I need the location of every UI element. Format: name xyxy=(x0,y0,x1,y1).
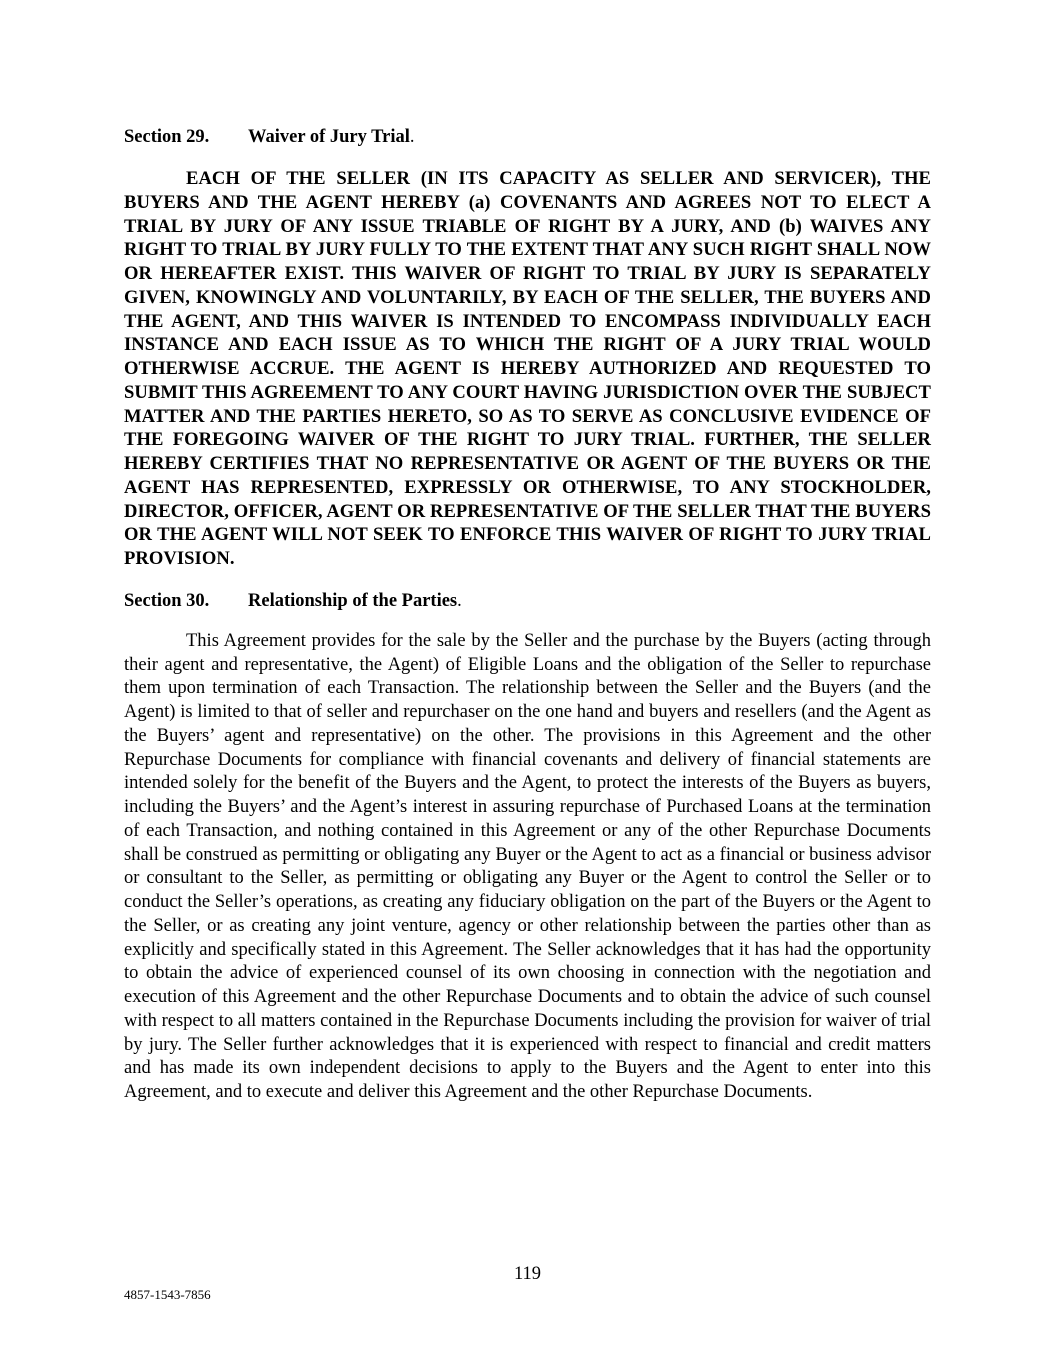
section-29-title-period: . xyxy=(409,127,415,147)
section-30-number: Section 30. xyxy=(124,590,210,611)
section-29-body: EACH OF THE SELLER (IN ITS CAPACITY AS SELLER AND SERVICER), THE BUYERS AND THE AGENT HEREBY (a) COVENANTS AND AGREES NOT TO ELECT A TRIAL BY JURY OF ANY ISSUE TRIABLE OF RIGHT BY A JURY, AND (b) WAIVES ANY RIGHT TO TRIAL BY JURY FULLY TO THE EXTENT THAT ANY SUCH RIGHT SHALL NOW OR HEREAFTER EXIST. THIS WAIVER OF RIGHT TO TRIAL BY JURY IS SEPARATELY GIVEN, KNOWINGLY AND VOLUNTARILY, BY EACH OF THE SELLER, THE BUYERS AND THE AGENT, AND THIS WAIVER IS INTENDED TO ENCOMPASS INDIVIDUALLY EACH INSTANCE AND EACH ISSUE AS TO WHICH THE RIGHT OF A JURY TRIAL WOULD OTHERWISE ACCRUE. THE AGENT IS HEREBY AUTHORIZED AND REQUESTED TO SUBMIT THIS AGREEMENT TO ANY COURT HAVING JURISDICTION OVER THE SUBJECT MATTER AND THE PARTIES HERETO, SO AS TO SERVE AS CONCLUSIVE EVIDENCE OF THE FOREGOING WAIVER OF THE RIGHT TO JURY TRIAL. FURTHER, THE SELLER HEREBY CERTIFIES THAT NO REPRESENTATIVE OR AGENT OF THE BUYERS OR THE AGENT HAS REPRESENTED, EXPRESSLY OR OTHERWISE, TO ANY STOCKHOLDER, DIRECTOR, OFFICER, AGENT OR REPRESENTATIVE OF THE SELLER THAT THE BUYERS OR THE AGENT WILL NOT SEEK TO ENFORCE THIS WAIVER OF RIGHT TO JURY TRIAL PROVISION. xyxy=(124,168,931,569)
section-30-body: This Agreement provides for the sale by the Seller and the purchase by the Buyers (acting through their agent and representative, the Agent) of Eligible Loans and the obligation of the Seller to repurchase them upon termination of each Transaction. The relationship between the Seller and the Buyers (and the Agent) is limited to that of seller and repurchaser on the one hand and buyers and resellers (and the Agent as the Buyers’ agent and representative) on the other. The provisions in this Agreement and the other Repurchase Documents for compliance with financial covenants and delivery of financial statements are intended solely for the benefit of the Buyers and the Agent, to protect the interests of the Buyers as buyers, including the Buyers’ and the Agent’s interest in assuring repurchase of Purchased Loans at the termination of each Transaction, and nothing contained in this Agreement or any of the other Repurchase Documents shall be construed as permitting or obligating any Buyer or the Agent to act as a financial or business advisor or consultant to the Seller, as permitting or obligating any Buyer or the Agent to control the Seller or to conduct the Seller’s operations, as creating any fiduciary obligation on the part of the Buyers or the Agent to the Seller, or as creating any joint venture, agency or other relationship between the parties other than as explicitly and specifically stated in this Agreement. The Seller acknowledges that it has had the opportunity to obtain the advice of experienced counsel of its own choosing in connection with the negotiation and execution of this Agreement and the other Repurchase Documents and to obtain the advice of such counsel with respect to all matters contained in the Repurchase Documents including the provision for waiver of trial by jury. The Seller further acknowledges that it is experienced with respect to financial and credit matters and has made its own independent decisions to apply to the Buyers and the Agent to enter into this Agreement, and to execute and deliver this Agreement and the other Repurchase Documents. xyxy=(124,630,931,1102)
section-29-title: Waiver of Jury Trial xyxy=(248,127,410,147)
document-id: 4857-1543-7856 xyxy=(124,1287,211,1302)
section-30-title-period: . xyxy=(457,590,462,611)
section-30-title: Relationship of the Parties xyxy=(248,590,458,611)
page-content xyxy=(124,125,931,1105)
page-number: 119 xyxy=(513,1264,542,1284)
section-29-heading xyxy=(124,125,931,149)
section-30-heading xyxy=(124,589,931,613)
section-29-number: Section 29. xyxy=(124,127,210,147)
